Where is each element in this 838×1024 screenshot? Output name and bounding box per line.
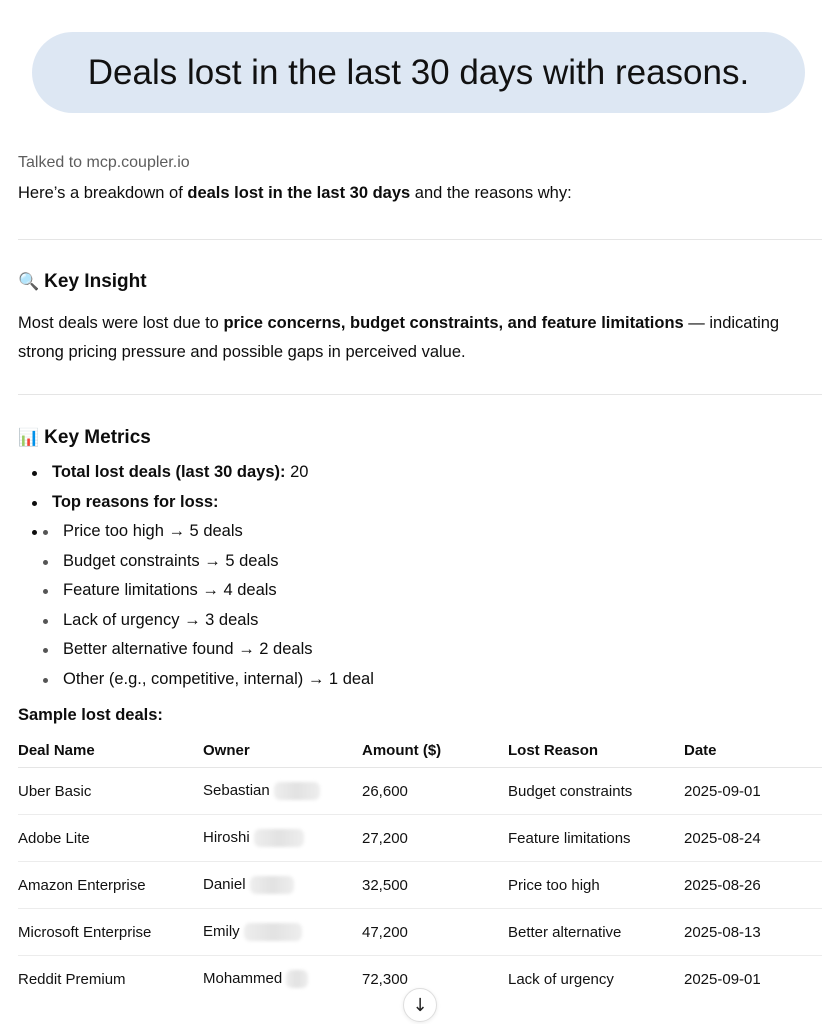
insight-heading: 🔍 Key Insight <box>18 271 147 292</box>
cell-reason: Better alternative <box>508 909 684 956</box>
redacted-surname <box>286 970 308 988</box>
cell-owner: Hiroshi <box>203 815 362 862</box>
divider <box>18 394 822 395</box>
reason-item: Feature limitations → 4 deals <box>41 576 374 606</box>
reason-item: Lack of urgency → 3 deals <box>41 606 374 636</box>
cell-reason: Budget constraints <box>508 768 684 815</box>
col-deal-name: Deal Name <box>18 733 203 768</box>
cell-owner: Emily <box>203 909 362 956</box>
reasons-list <box>41 517 374 694</box>
cell-reason: Price too high <box>508 862 684 909</box>
cell-reason: Feature limitations <box>508 815 684 862</box>
table-row <box>18 768 822 815</box>
reason-item: Better alternative found → 2 deals <box>41 635 374 665</box>
cell-amount: 26,600 <box>362 768 508 815</box>
col-date: Date <box>684 733 822 768</box>
cell-deal: Microsoft Enterprise <box>18 909 203 956</box>
cell-amount: 27,200 <box>362 815 508 862</box>
table-row <box>18 815 822 862</box>
insight-text: Most deals were lost due to price concerns, budget constraints, and feature limitations — indicating strong pricing pressure and possible gaps in perceived value. <box>18 314 780 361</box>
redacted-surname <box>244 923 302 941</box>
cell-deal: Reddit Premium <box>18 970 126 988</box>
col-owner: Owner <box>203 733 362 768</box>
reason-item: Budget constraints → 5 deals <box>41 547 374 577</box>
metrics-heading: 📊 Key Metrics <box>18 427 151 448</box>
col-lost-reason: Lost Reason <box>508 733 684 768</box>
cell-owner: Sebastian <box>203 768 362 815</box>
cell-date: 2025-09-01 <box>684 970 761 988</box>
intro-text: Here’s a breakdown of deals lost in the last 30 days and the reasons why: <box>18 184 572 202</box>
cell-date: 2025-08-13 <box>684 909 822 956</box>
table-row <box>18 909 822 956</box>
list-item: Total lost deals (last 30 days): 20 <box>30 458 374 488</box>
cell-amount: 72,300 <box>362 970 408 988</box>
reason-item: Other (e.g., competitive, internal) → 1 deal <box>41 665 374 695</box>
cell-deal: Amazon Enterprise <box>18 862 203 909</box>
arrow-down-icon: ↓ <box>412 994 428 1016</box>
list-item: Top reasons for loss: <box>30 488 374 518</box>
redacted-surname <box>274 782 320 800</box>
magnifier-icon: 🔍 <box>18 272 40 292</box>
reasons-wrapper <box>30 517 374 694</box>
bar-chart-icon: 📊 <box>18 428 40 448</box>
sample-title: Sample lost deals: <box>18 706 163 724</box>
reason-item: Price too high → 5 deals <box>41 517 374 547</box>
cell-owner: Daniel <box>203 862 362 909</box>
scroll-down-button[interactable] <box>403 988 437 1022</box>
table-row <box>18 862 822 909</box>
tool-status[interactable]: Talked to mcp.coupler.io <box>18 154 190 171</box>
cell-amount: 32,500 <box>362 862 508 909</box>
redacted-surname <box>254 829 304 847</box>
cell-deal: Adobe Lite <box>18 815 203 862</box>
col-amount: Amount ($) <box>362 733 508 768</box>
cell-amount: 47,200 <box>362 909 508 956</box>
lost-deals-table <box>18 733 822 1002</box>
cell-owner: Mohammed <box>203 956 362 1003</box>
cell-reason: Lack of urgency <box>508 970 614 988</box>
user-message-text: Deals lost in the last 30 days with reasons. <box>87 52 750 92</box>
metrics-list <box>30 458 374 694</box>
redacted-surname <box>250 876 294 894</box>
user-message-bubble <box>32 32 805 113</box>
cell-date: 2025-09-01 <box>684 768 822 815</box>
divider <box>18 239 822 240</box>
table-header-row <box>18 733 822 768</box>
cell-date: 2025-08-24 <box>684 815 822 862</box>
cell-date: 2025-08-26 <box>684 862 822 909</box>
cell-deal: Uber Basic <box>18 768 203 815</box>
